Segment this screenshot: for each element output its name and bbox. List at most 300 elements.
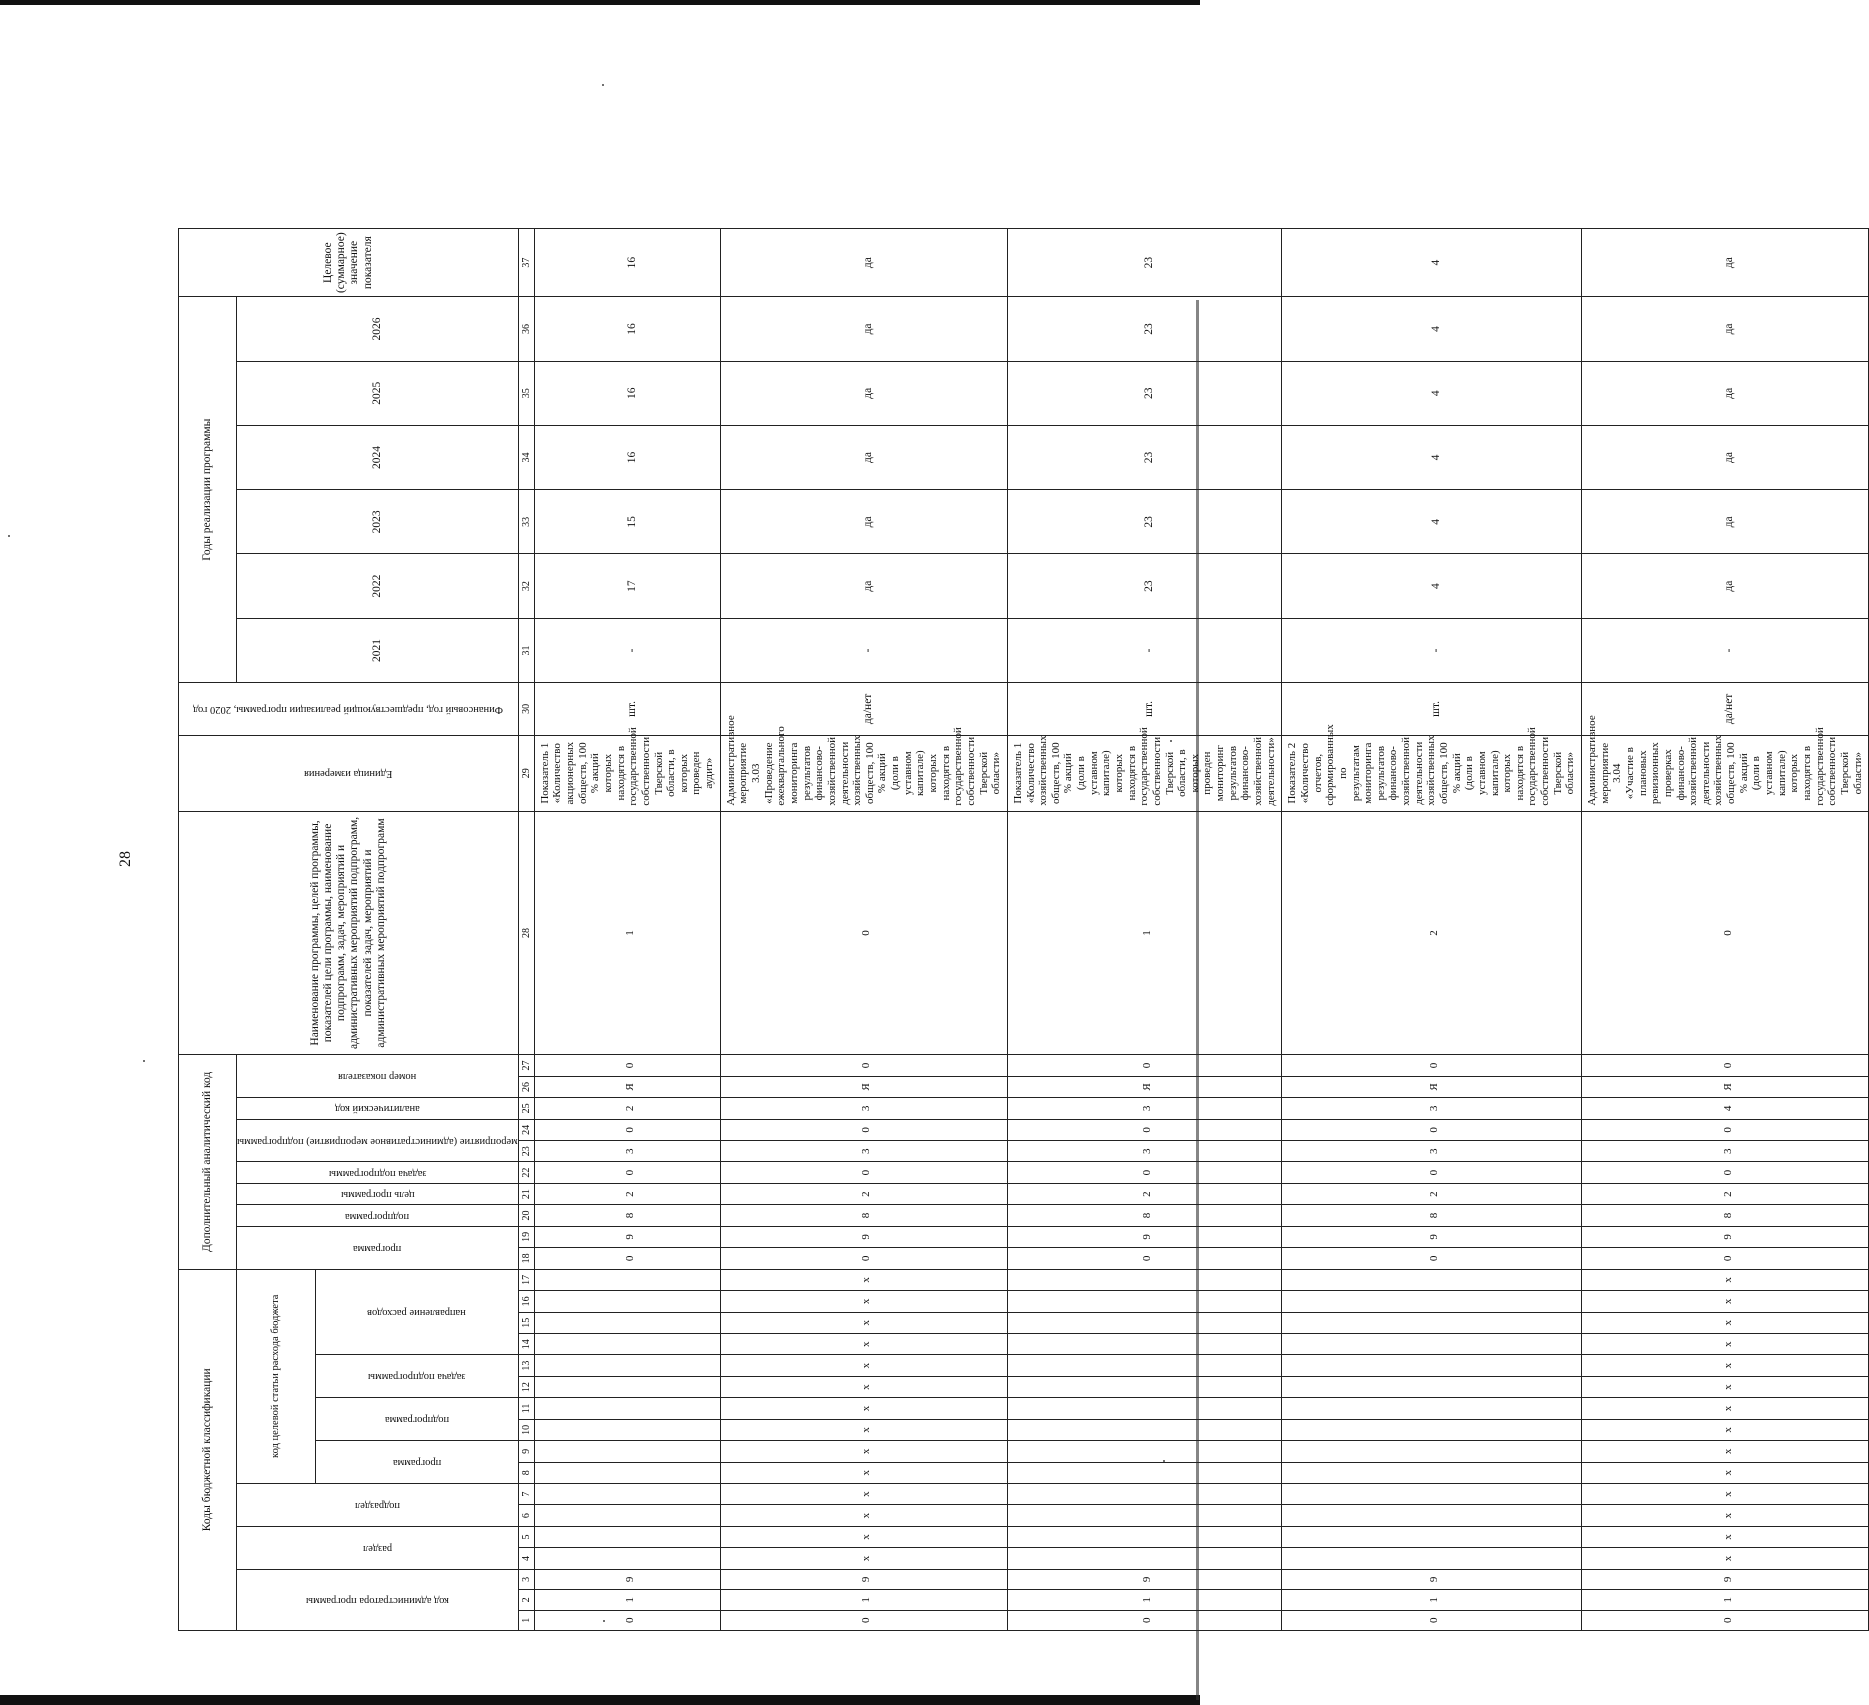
indicator-name bbox=[720, 715, 1007, 811]
additional-code-digit bbox=[1582, 811, 1869, 1055]
year-value-2021 bbox=[1582, 554, 1869, 618]
admin-code-digit bbox=[534, 1590, 720, 1610]
header-year-2024 bbox=[237, 425, 519, 489]
header-year-2023 bbox=[237, 490, 519, 554]
year-value-2021-text: 23 bbox=[1142, 580, 1155, 592]
budget-code-cell-text: х bbox=[860, 1362, 873, 1369]
year-value-2021 bbox=[1007, 554, 1281, 618]
additional-code-digit bbox=[1582, 1248, 1869, 1269]
budget-code-cell bbox=[1282, 1526, 1582, 1547]
header-razdel-text: раздел bbox=[362, 1542, 392, 1554]
year-value-2023 bbox=[720, 425, 1007, 489]
indicator-name-text: Административное мероприятие 3.03 «Проведение ежеквартального мониторинга результатов финансово-хозяйственной деятельности хозяйственных обществ, 100 % акций (доли в уставном капитале) которых находятся в государственной собственности Тверской области» bbox=[724, 715, 1003, 806]
additional-code-digit bbox=[1282, 811, 1582, 1055]
column-number-text: 21 bbox=[520, 1189, 532, 1200]
fin-year-cell-text: - bbox=[625, 648, 638, 653]
additional-code-digit bbox=[1582, 1098, 1869, 1119]
additional-code-digit bbox=[1282, 1141, 1582, 1162]
header-years-group bbox=[179, 297, 237, 683]
column-number bbox=[518, 490, 534, 554]
unit-cell-text: шт. bbox=[1430, 700, 1443, 717]
admin-code-digit-text: 0 bbox=[1141, 1617, 1154, 1624]
budget-code-cell bbox=[534, 1398, 720, 1419]
budget-code-cell bbox=[534, 1376, 720, 1397]
column-number-text: 8 bbox=[520, 1470, 532, 1476]
scan-speck bbox=[8, 535, 10, 537]
indicators-table bbox=[178, 228, 1869, 1631]
column-number bbox=[518, 1291, 534, 1312]
header-year-2026-text: 2026 bbox=[370, 317, 383, 341]
indicator-name-text: Показатель 1 «Количество хозяйственных обществ, 100 % акций (доли в уставном капитале) которых находятся в государственной собственности Тверской области, в которых проведен мониторинг результатов финансово-хозяйственной деятельности» bbox=[1011, 727, 1277, 806]
column-number-text: 18 bbox=[520, 1253, 532, 1264]
column-number-text: 17 bbox=[520, 1274, 532, 1285]
budget-code-cell-text: х bbox=[860, 1534, 873, 1540]
additional-code-digit-text: 8 bbox=[1721, 1212, 1734, 1219]
year-value-2021-text: да bbox=[1723, 580, 1736, 592]
additional-code-digit-text: 0 bbox=[623, 1255, 636, 1262]
additional-code-digit-text: 8 bbox=[1428, 1212, 1441, 1219]
budget-code-cell bbox=[1007, 1376, 1281, 1397]
fin-year-cell-text: - bbox=[1430, 648, 1443, 653]
budget-code-cell bbox=[720, 1462, 1007, 1483]
column-number bbox=[518, 1055, 534, 1077]
additional-code-digit-text: 0 bbox=[1428, 1127, 1441, 1133]
header-nomer-text: номер показателя bbox=[338, 1071, 417, 1083]
additional-code-digit bbox=[720, 1098, 1007, 1119]
year-value-2026 bbox=[534, 229, 720, 297]
year-value-2021-text: 17 bbox=[625, 580, 638, 592]
rotated-table-container bbox=[178, 229, 1864, 1631]
indicator-name bbox=[534, 727, 720, 811]
admin-code-digit-text: 1 bbox=[860, 1597, 873, 1603]
year-value-2025-text: да bbox=[862, 323, 875, 335]
indicator-name-text: Показатель 1 «Количество акционерных обществ, 100 % акций которых находятся в государственной собственности Тверской области, в которых проведен аудит» bbox=[538, 727, 716, 806]
header-admin-code-text: код администратора программы bbox=[305, 1594, 449, 1606]
header-add-programma-text: программа bbox=[353, 1242, 402, 1254]
additional-code-digit-text: 2 bbox=[1428, 1191, 1441, 1197]
budget-code-cell bbox=[1582, 1291, 1869, 1312]
column-number-text: 16 bbox=[520, 1296, 532, 1307]
additional-code-digit-text: 3 bbox=[860, 1105, 873, 1112]
additional-code-digit-text: 3 bbox=[623, 1148, 636, 1154]
additional-code-digit bbox=[1007, 1076, 1281, 1097]
year-value-2026-text: 23 bbox=[1142, 256, 1155, 269]
year-value-2022 bbox=[534, 490, 720, 554]
additional-code-digit-text: 4 bbox=[1721, 1105, 1734, 1112]
column-number-text: 7 bbox=[520, 1491, 532, 1497]
admin-code-digit-text: 9 bbox=[1428, 1576, 1441, 1583]
budget-code-cell bbox=[1582, 1334, 1869, 1355]
additional-code-digit bbox=[1582, 1226, 1869, 1247]
year-value-2025-text: да bbox=[1723, 323, 1736, 335]
budget-code-cell-text: х bbox=[860, 1320, 873, 1326]
table-row bbox=[1282, 229, 1582, 1631]
year-value-2026-text: 16 bbox=[625, 256, 638, 269]
additional-code-digit bbox=[720, 1119, 1007, 1140]
year-value-2022-text: да bbox=[862, 516, 875, 528]
additional-code-digit bbox=[534, 1076, 720, 1097]
column-number bbox=[518, 1205, 534, 1226]
column-number bbox=[518, 683, 534, 736]
column-number bbox=[518, 1376, 534, 1397]
budget-code-cell bbox=[720, 1291, 1007, 1312]
budget-code-cell bbox=[534, 1441, 720, 1462]
budget-code-cell bbox=[1282, 1462, 1582, 1483]
column-number-text: 26 bbox=[520, 1081, 532, 1092]
additional-code-digit bbox=[1582, 1055, 1869, 1077]
column-number bbox=[518, 1226, 534, 1247]
budget-code-cell-text: х bbox=[860, 1448, 873, 1455]
scan-edge-top bbox=[0, 0, 1200, 5]
year-value-2025-text: 16 bbox=[625, 323, 638, 335]
additional-code-digit bbox=[1007, 1226, 1281, 1247]
header-year-2023-text: 2023 bbox=[370, 510, 383, 534]
year-value-2024-text: да bbox=[1723, 387, 1736, 399]
additional-code-digit bbox=[1582, 1076, 1869, 1097]
indicator-name bbox=[1007, 727, 1281, 811]
header-kcs-zadacha-text: задача подпрограммы bbox=[367, 1371, 466, 1383]
budget-code-cell bbox=[1007, 1526, 1281, 1547]
header-add-programma bbox=[237, 1226, 519, 1269]
additional-code-digit bbox=[1282, 1183, 1582, 1204]
column-number bbox=[518, 1441, 534, 1462]
additional-code-digit-text: 3 bbox=[1428, 1105, 1441, 1112]
budget-code-cell bbox=[1007, 1355, 1281, 1376]
fin-year-cell-text: - bbox=[862, 648, 875, 653]
budget-code-cell bbox=[720, 1441, 1007, 1462]
column-number bbox=[518, 1076, 534, 1097]
admin-code-digit bbox=[720, 1590, 1007, 1610]
additional-code-digit bbox=[1282, 1226, 1582, 1247]
year-value-2026 bbox=[720, 229, 1007, 297]
additional-code-digit-text: 0 bbox=[1428, 1062, 1441, 1069]
budget-code-cell bbox=[1582, 1505, 1869, 1526]
additional-code-digit bbox=[1282, 1098, 1582, 1119]
budget-code-cell bbox=[720, 1269, 1007, 1291]
additional-code-digit bbox=[1582, 1162, 1869, 1183]
additional-code-digit-text: Я bbox=[623, 1083, 636, 1091]
year-value-2024-text: 23 bbox=[1142, 387, 1155, 399]
year-value-2025 bbox=[720, 297, 1007, 361]
admin-code-digit-text: 9 bbox=[1721, 1576, 1734, 1583]
header-meropriyatie bbox=[237, 1119, 519, 1162]
additional-code-digit-text: 0 bbox=[1141, 1062, 1154, 1069]
budget-code-cell-text: х bbox=[860, 1384, 873, 1390]
additional-code-digit bbox=[1282, 1076, 1582, 1097]
year-value-2022 bbox=[1007, 490, 1281, 554]
header-kcs-programma-text: программа bbox=[392, 1457, 441, 1469]
additional-code-digit-text: 8 bbox=[860, 1212, 873, 1219]
budget-code-cell bbox=[1007, 1419, 1281, 1440]
column-number-text: 2 bbox=[520, 1597, 532, 1603]
additional-code-digit-text: Я bbox=[1721, 1083, 1734, 1091]
column-number bbox=[518, 1141, 534, 1162]
budget-code-cell-text: х bbox=[1721, 1405, 1734, 1412]
budget-code-cell-text: х bbox=[1721, 1277, 1734, 1283]
budget-code-cell bbox=[534, 1419, 720, 1440]
additional-code-digit-text: 0 bbox=[1141, 1255, 1154, 1262]
column-number-text: 22 bbox=[520, 1167, 532, 1178]
additional-code-digit-text: 3 bbox=[1141, 1148, 1154, 1154]
header-unit bbox=[179, 735, 519, 811]
column-number bbox=[518, 1610, 534, 1630]
year-value-2022-text: да bbox=[1723, 516, 1736, 528]
year-value-2021 bbox=[1282, 554, 1582, 618]
budget-code-cell-text: х bbox=[1721, 1534, 1734, 1540]
column-number-text: 30 bbox=[520, 703, 532, 714]
additional-code-digit-text: 9 bbox=[1141, 1234, 1154, 1240]
additional-code-digit-text: Я bbox=[1141, 1083, 1154, 1091]
column-number-text: 3 bbox=[520, 1576, 532, 1582]
header-kcs-text: код целевой статьи расхода бюджета bbox=[269, 1294, 281, 1458]
additional-code-digit bbox=[1582, 1141, 1869, 1162]
budget-code-cell bbox=[534, 1548, 720, 1569]
year-value-2023-text: 23 bbox=[1142, 451, 1155, 464]
admin-code-digit-text: 1 bbox=[1141, 1597, 1154, 1603]
column-number-text: 6 bbox=[520, 1513, 532, 1519]
header-year-2022 bbox=[237, 554, 519, 618]
additional-code-digit bbox=[1282, 1055, 1582, 1077]
column-number-text: 15 bbox=[520, 1317, 532, 1328]
budget-code-cell-text: х bbox=[860, 1405, 873, 1412]
admin-code-digit bbox=[1582, 1590, 1869, 1610]
budget-code-cell bbox=[1282, 1505, 1582, 1526]
column-number-text: 29 bbox=[520, 768, 532, 779]
budget-code-cell-text: х bbox=[1721, 1341, 1734, 1347]
budget-code-cell bbox=[720, 1334, 1007, 1355]
budget-code-cell-text: х bbox=[1721, 1448, 1734, 1455]
table-row bbox=[720, 229, 1007, 1631]
column-number bbox=[518, 1098, 534, 1119]
budget-code-cell bbox=[534, 1483, 720, 1504]
additional-code-digit bbox=[534, 1162, 720, 1183]
year-value-2021 bbox=[720, 554, 1007, 618]
column-number-text: 34 bbox=[520, 452, 532, 463]
year-value-2026 bbox=[1007, 229, 1281, 297]
budget-code-cell bbox=[1007, 1462, 1281, 1483]
additional-code-digit-text: 1 bbox=[1141, 930, 1154, 936]
header-year-2025-text: 2025 bbox=[370, 381, 383, 405]
budget-code-cell bbox=[1582, 1376, 1869, 1397]
additional-code-digit-text: 3 bbox=[860, 1148, 873, 1154]
year-value-2021-text: да bbox=[862, 580, 875, 592]
additional-code-digit bbox=[1007, 1119, 1281, 1140]
budget-code-cell-text: х bbox=[860, 1470, 873, 1476]
header-year-2025 bbox=[237, 361, 519, 425]
fin-year-cell bbox=[534, 618, 720, 682]
column-number bbox=[518, 735, 534, 811]
year-value-2022 bbox=[1582, 490, 1869, 554]
additional-code-digit-text: 0 bbox=[1721, 1127, 1734, 1133]
additional-code-digit-text: 0 bbox=[623, 1127, 636, 1133]
column-number-text: 28 bbox=[520, 927, 532, 938]
budget-code-cell bbox=[1007, 1269, 1281, 1291]
additional-code-digit-text: 3 bbox=[1428, 1148, 1441, 1154]
column-number bbox=[518, 1269, 534, 1291]
column-number-text: 20 bbox=[520, 1210, 532, 1221]
year-value-2025-text: 23 bbox=[1142, 323, 1155, 335]
budget-code-cell bbox=[1007, 1291, 1281, 1312]
header-name bbox=[179, 811, 519, 1055]
additional-code-digit-text: 3 bbox=[1721, 1148, 1734, 1154]
additional-code-digit bbox=[720, 1055, 1007, 1077]
additional-code-digit bbox=[720, 1248, 1007, 1269]
additional-code-digit bbox=[720, 1162, 1007, 1183]
admin-code-digit bbox=[1582, 1610, 1869, 1630]
column-number-text: 37 bbox=[520, 257, 532, 268]
additional-code-digit-text: 0 bbox=[860, 930, 873, 936]
column-number bbox=[518, 1526, 534, 1547]
year-value-2026-text: 4 bbox=[1430, 259, 1443, 266]
scan-edge-bottom bbox=[0, 1695, 1200, 1705]
budget-code-cell bbox=[720, 1526, 1007, 1547]
column-number bbox=[518, 1248, 534, 1269]
budget-code-cell bbox=[1582, 1398, 1869, 1419]
budget-code-cell-text: х bbox=[1721, 1362, 1734, 1369]
budget-code-cell bbox=[1007, 1398, 1281, 1419]
additional-code-digit-text: Я bbox=[860, 1083, 873, 1091]
year-value-2022-text: 23 bbox=[1142, 516, 1155, 528]
year-value-2024-text: 16 bbox=[625, 387, 638, 399]
year-value-2022 bbox=[720, 490, 1007, 554]
additional-code-digit bbox=[1007, 811, 1281, 1055]
column-number bbox=[518, 425, 534, 489]
column-number-text: 9 bbox=[520, 1448, 532, 1454]
admin-code-digit bbox=[534, 1610, 720, 1630]
additional-code-digit bbox=[534, 1226, 720, 1247]
column-number-text: 1 bbox=[520, 1617, 532, 1623]
column-number-text: 14 bbox=[520, 1339, 532, 1350]
additional-code-digit bbox=[720, 1183, 1007, 1204]
additional-code-digit bbox=[720, 1076, 1007, 1097]
budget-code-cell bbox=[720, 1376, 1007, 1397]
header-kcs-napravlenie-text: направление расходов bbox=[367, 1307, 467, 1319]
budget-code-cell-text: х bbox=[860, 1427, 873, 1433]
header-year-2022-text: 2022 bbox=[370, 574, 383, 598]
year-value-2025-text: 4 bbox=[1430, 326, 1443, 332]
column-number-text: 31 bbox=[520, 645, 532, 656]
indicator-name-text: Показатель 2 «Количество отчетов, сформированных по результатам мониторинга результатов финансово-хозяйственной деятельности хозяйственных обществ, 100 % акций (доли в уставном капитале) которых находятся в государственной собственности Тверской области» bbox=[1286, 724, 1577, 806]
admin-code-digit bbox=[1007, 1610, 1281, 1630]
header-tsel-text: цель программы bbox=[340, 1189, 415, 1201]
scan-speck bbox=[602, 84, 604, 86]
year-value-2022-text: 15 bbox=[625, 516, 638, 528]
header-nomer bbox=[237, 1055, 519, 1098]
fin-year-cell-text: - bbox=[1142, 648, 1155, 653]
budget-code-cell bbox=[534, 1505, 720, 1526]
column-number-text: 24 bbox=[520, 1124, 532, 1135]
budget-code-cell-text: х bbox=[1721, 1320, 1734, 1326]
additional-code-digit bbox=[720, 1226, 1007, 1247]
additional-code-digit-text: 8 bbox=[623, 1212, 636, 1219]
admin-code-digit-text: 1 bbox=[1428, 1597, 1441, 1603]
header-add-zadacha bbox=[237, 1162, 519, 1183]
additional-code-digit-text: 0 bbox=[1721, 1062, 1734, 1069]
budget-code-cell bbox=[534, 1526, 720, 1547]
header-meropriyatie-text: мероприятие (административное мероприятие) подпрограммы bbox=[237, 1135, 518, 1147]
year-value-2024 bbox=[720, 361, 1007, 425]
admin-code-digit-text: 0 bbox=[860, 1617, 873, 1624]
column-number bbox=[518, 1462, 534, 1483]
column-number bbox=[518, 361, 534, 425]
budget-code-cell bbox=[1007, 1505, 1281, 1526]
budget-code-cell bbox=[720, 1505, 1007, 1526]
year-value-2026-text: да bbox=[1723, 257, 1736, 269]
column-number-text: 5 bbox=[520, 1534, 532, 1540]
admin-code-digit-text: 0 bbox=[1428, 1617, 1441, 1624]
additional-code-digit-text: 3 bbox=[1141, 1105, 1154, 1112]
budget-code-cell bbox=[1282, 1441, 1582, 1462]
additional-code-digit bbox=[1282, 1205, 1582, 1226]
budget-code-cell bbox=[720, 1312, 1007, 1333]
table-row bbox=[1007, 229, 1281, 1631]
header-podrazdel bbox=[237, 1483, 519, 1526]
table-row bbox=[1582, 229, 1869, 1631]
additional-code-digit bbox=[534, 1183, 720, 1204]
additional-code-digit bbox=[1007, 1055, 1281, 1077]
header-podrazdel-text: подраздел bbox=[354, 1499, 400, 1511]
budget-code-cell-text: х bbox=[1721, 1491, 1734, 1497]
budget-code-cell-text: х bbox=[1721, 1427, 1734, 1433]
budget-code-cell bbox=[1282, 1398, 1582, 1419]
budget-code-cell bbox=[1007, 1483, 1281, 1504]
budget-code-cell bbox=[1582, 1419, 1869, 1440]
additional-code-digit bbox=[1282, 1248, 1582, 1269]
column-number bbox=[518, 1419, 534, 1440]
admin-code-digit bbox=[1007, 1590, 1281, 1610]
budget-code-cell bbox=[1582, 1312, 1869, 1333]
column-number bbox=[518, 297, 534, 361]
header-kcs-zadacha bbox=[315, 1355, 518, 1398]
admin-code-digit-text: 9 bbox=[860, 1576, 873, 1583]
admin-code-digit-text: 1 bbox=[1721, 1597, 1734, 1603]
budget-code-cell-text: х bbox=[860, 1341, 873, 1347]
column-number-text: 12 bbox=[520, 1382, 532, 1393]
year-value-2021 bbox=[534, 554, 720, 618]
budget-code-cell bbox=[1007, 1548, 1281, 1569]
header-additional-code bbox=[179, 1055, 237, 1269]
budget-code-cell-text: х bbox=[1721, 1470, 1734, 1476]
budget-code-cell-text: х bbox=[1721, 1512, 1734, 1519]
header-target-text: Целевое (суммарное) значение показателя bbox=[321, 232, 374, 294]
page-number: 28 bbox=[117, 851, 134, 867]
budget-code-cell bbox=[1282, 1269, 1582, 1291]
additional-code-digit bbox=[534, 1119, 720, 1140]
additional-code-digit bbox=[1007, 1205, 1281, 1226]
additional-code-digit-text: 2 bbox=[623, 1191, 636, 1197]
unit-cell-text: да/нет bbox=[862, 693, 875, 725]
budget-code-cell-text: х bbox=[1721, 1384, 1734, 1390]
unit-cell-text: шт. bbox=[625, 700, 638, 717]
additional-code-digit-text: 9 bbox=[1428, 1234, 1441, 1240]
additional-code-digit bbox=[1582, 1119, 1869, 1140]
header-year-2024-text: 2024 bbox=[370, 446, 383, 470]
budget-code-cell bbox=[1582, 1526, 1869, 1547]
column-number bbox=[518, 1334, 534, 1355]
budget-code-cell bbox=[1282, 1291, 1582, 1312]
header-analytic bbox=[237, 1098, 519, 1119]
fin-year-cell bbox=[1007, 618, 1281, 682]
header-fin-year bbox=[179, 683, 519, 736]
additional-code-digit bbox=[720, 811, 1007, 1055]
budget-code-cell bbox=[534, 1312, 720, 1333]
additional-code-digit bbox=[1282, 1162, 1582, 1183]
budget-code-cell bbox=[534, 1462, 720, 1483]
indicator-name bbox=[1582, 715, 1869, 811]
column-number-text: 11 bbox=[520, 1403, 532, 1414]
budget-code-cell bbox=[534, 1291, 720, 1312]
header-target bbox=[179, 229, 519, 297]
